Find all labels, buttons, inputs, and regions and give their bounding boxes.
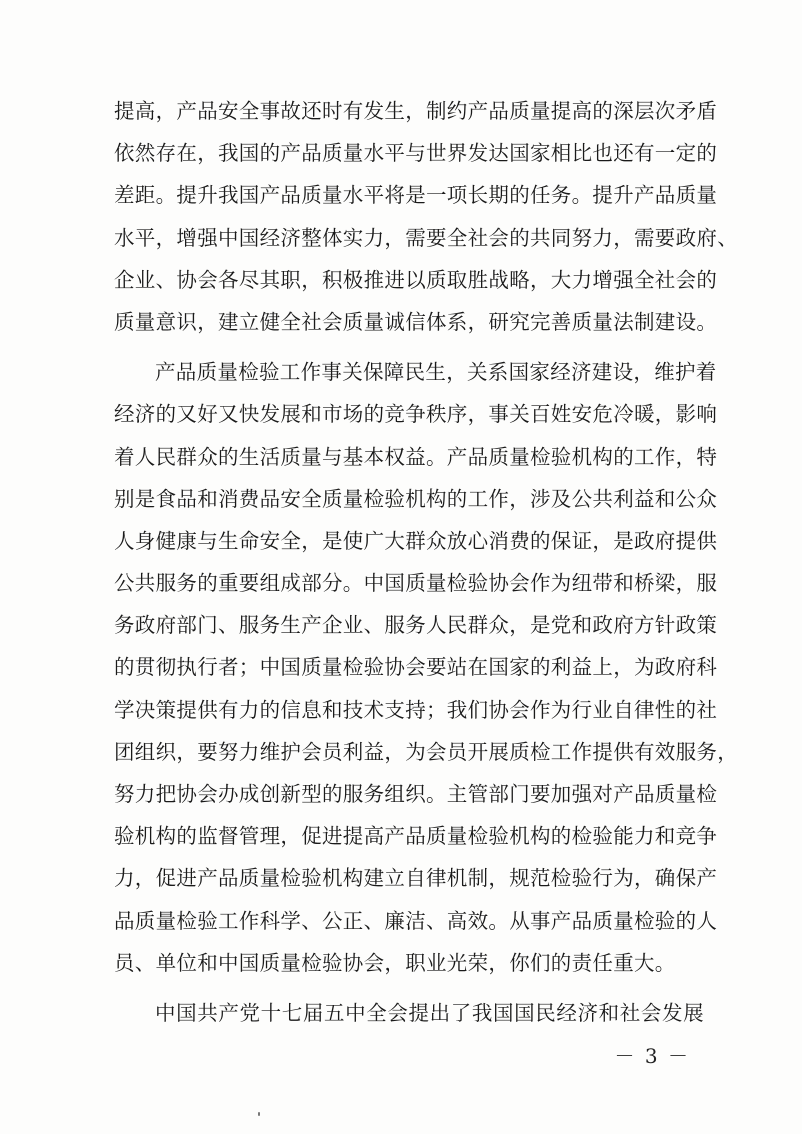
text-line: 提高，产品安全事故还时有发生，制约产品质量提高的深层次矛盾 xyxy=(114,99,718,123)
text-line-indented: 产品质量检验工作事关保障民生，关系国家经济建设，维护着 xyxy=(155,360,717,385)
text-line: 别是食品和消费品安全质量检验机构的工作，涉及公共利益和公众 xyxy=(114,486,718,511)
paragraph-1 xyxy=(114,90,738,343)
text-line: 员、单位和中国质量检验协会，职业光荣，你们的责任重大。 xyxy=(114,950,676,975)
text-line: 务政府部门、服务生产企业、服务人民群众，是党和政府方针政策 xyxy=(114,613,718,638)
body-text xyxy=(114,90,738,1034)
page-number: － 3 － xyxy=(614,1044,690,1068)
paragraph-2 xyxy=(114,351,738,984)
text-line: 公共服务的重要组成部分。中国质量检验协会作为纽带和桥梁，服 xyxy=(114,571,718,596)
text-line: 验机构的监督管理，促进提高产品质量检验机构的检验能力和竞争 xyxy=(114,824,718,849)
text-line: 经济的又好又快发展和市场的竞争秩序，事关百姓安危冷暖，影响 xyxy=(114,402,718,427)
text-line: 质量意识，建立健全社会质量诚信体系，研究完善质量法制建设。 xyxy=(114,309,718,334)
paragraph-3 xyxy=(114,992,704,1034)
text-line: 团组织，要努力维护会员利益，为会员开展质检工作提供有效服务， xyxy=(114,739,738,764)
text-line: 努力把协会办成创新型的服务组织。主管部门要加强对产品质量检 xyxy=(114,782,718,806)
text-line: 着人民群众的生活质量与基本权益。产品质量检验机构的工作，特 xyxy=(114,444,718,469)
text-line: 差距。提升我国产品质量水平将是一项长期的任务。提升产品质量 xyxy=(114,183,718,208)
text-line: 人身健康与生命安全，是使广大群众放心消费的保证，是政府提供 xyxy=(114,528,718,553)
text-line: 的贯彻执行者；中国质量检验协会要站在国家的利益上，为政府科 xyxy=(114,655,718,680)
text-line: 品质量检验工作科学、公正、廉洁、高效。从事产品质量检验的人 xyxy=(114,908,718,933)
text-line: 依然存在，我国的产品质量水平与世界发达国家相比也还有一定的 xyxy=(114,141,718,166)
text-line: 企业、协会各尽其职，积极推进以质取胜战略，大力增强全社会的 xyxy=(114,267,718,292)
text-line-indented: 中国共产党十七届五中全会提出了我国国民经济和社会发展 xyxy=(155,1000,704,1025)
text-line: 水平，增强中国经济整体实力，需要全社会的共同努力，需要政府、 xyxy=(114,225,738,250)
text-line: 学决策提供有力的信息和技术支持；我们协会作为行业自律性的社 xyxy=(114,697,718,722)
scan-speck xyxy=(258,1112,260,1116)
text-line: 力，促进产品质量检验机构建立自律机制，规范检验行为，确保产 xyxy=(114,866,718,891)
